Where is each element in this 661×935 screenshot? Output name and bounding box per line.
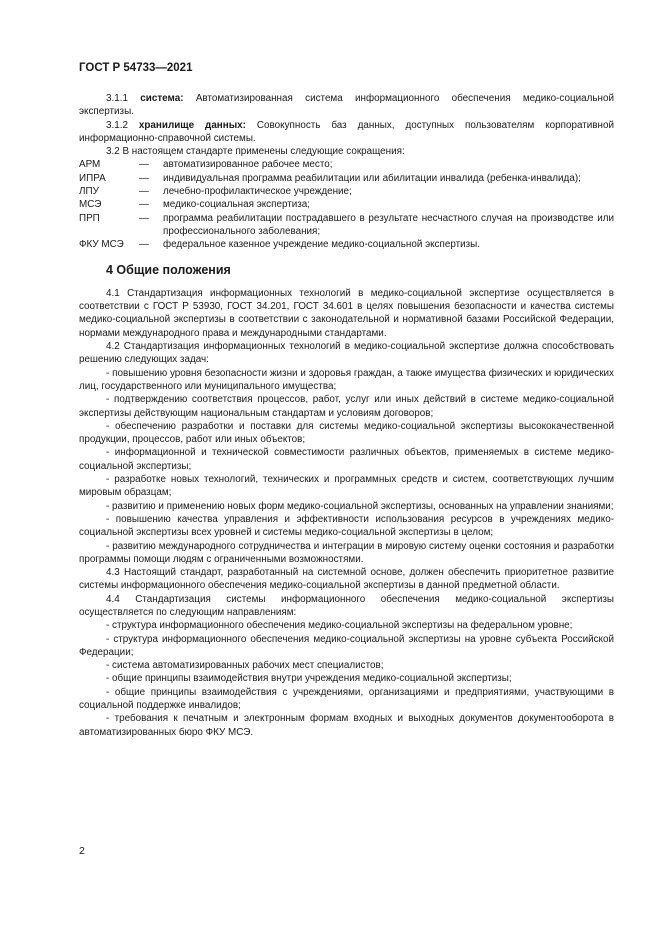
paragraph-4-1: 4.1 Стандартизация информационных технологий в медико-социальной экспертизе осуществляется в соответствии с ГОСТ Р 53930, ГОСТ 34.201, ГОСТ 34.601 в целях повышения безопасности и качества системы медико-социальной экспертизы в соответствии с законодательной и нормативной базами Российской Федерации, нормами международного права и международными стандартами. [79, 287, 614, 339]
term: система: [140, 93, 184, 104]
abbreviation-meaning: медико-социальная экспертиза; [163, 199, 311, 211]
list-item: - общие принципы взаимодействия с учреждениями, организациями и предприятиями, участвующими в социальной поддержке инвалидов; [79, 686, 614, 712]
abbreviation-meaning: индивидуальная программа реабилитации или абилитации инвалида (ребенка-инвалида); [163, 172, 581, 184]
document-header: ГОСТ Р 54733—2021 [79, 62, 193, 74]
abbreviation: ПРП [79, 212, 100, 224]
list-item: - разработке новых технологий, технических и программных средств и систем, соответствующих лучшим мировым образцам; [79, 474, 614, 499]
paragraph-4-2: 4.2 Стандартизация информационных технологий в медико-социальной экспертизе должна способствовать решению следующих задач: [79, 341, 614, 366]
dash: — [139, 159, 149, 171]
list-item: - информационной и технической совместимости различных объектов, применяемых в системе медико-социальной экспертизы; [79, 447, 614, 472]
list-item: - требования к печатным и электронным формам входных и выходных документов документооборота в автоматизированных бюро ФКУ МСЭ. [79, 713, 614, 738]
definition-text: Совокупность баз данных, доступных пользователям корпоративной информационно-справочной системы. [79, 119, 615, 144]
definition-text: Автоматизированная система информационного обеспечения медико-социальной экспертизы. [79, 93, 614, 118]
list-item: - подтверждению соответствия процессов, работ, услуг или иных действий в системе медико-социальной экспертизы действующим национальным стандартам и условиям договоров; [79, 394, 614, 419]
section-title: 4 Общие положения [106, 262, 231, 277]
abbreviation-row [79, 212, 614, 239]
list-item: - повышению уровня безопасности жизни и здоровья граждан, а также имущества физических и юридических лиц, государственного или муниципального имущества; [79, 367, 614, 392]
abbreviation-row [79, 238, 614, 251]
list-item: - обеспечению разработки и поставки для системы медико-социальной экспертизы высококачественной продукции, процессов, работ или иных объектов; [79, 420, 614, 446]
abbreviation: МСЭ [79, 199, 102, 211]
abbreviation-meaning: федеральное казенное учреждение медико-социальной экспертизы. [163, 239, 481, 251]
paragraph-4-4: 4.4 Стандартизация системы информационного обеспечения медико-социальной экспертизы осуществляется по следующим направлениям: [79, 593, 614, 618]
dash: — [139, 172, 149, 184]
dash: — [139, 212, 149, 224]
list-item: - общие принципы взаимодействия внутри учреждения медико-социальной экспертизы; [106, 673, 512, 685]
abbreviation-meaning: лечебно-профилактическое учреждение; [163, 186, 352, 198]
list-item: - структура информационного обеспечения медико-социальной экспертизы на федеральном уровне; [106, 620, 573, 632]
definition-3-1-2 [79, 119, 614, 146]
abbreviation-row [79, 198, 614, 211]
abbreviation: АРМ [79, 159, 101, 171]
clause-number: 3.1.1 [106, 93, 128, 104]
paragraph-4-3: 4.3 Настоящий стандарт, разработанный на системной основе, должен обеспечить приоритетное развитие системы информационного обеспечения медико-социальной экспертизы в данной предметной области. [79, 567, 614, 592]
abbreviation: ФКУ МСЭ [79, 239, 124, 251]
abbreviation: ЛПУ [79, 186, 99, 198]
abbreviation-meaning: автоматизированное рабочее место; [163, 159, 333, 171]
abbreviation: ИПРА [79, 172, 106, 184]
list-item: - развитию международного сотрудничества и интеграции в мировую систему оценки состояния и разработки программы помощи людям с ограниченными возможностями. [79, 540, 614, 565]
abbreviation-row [79, 172, 614, 185]
dash: — [139, 186, 149, 198]
list-item: - повышению качества управления и эффективности использования ресурсов в учреждениях медико-социальной экспертизы всех уровней и системы медико-социальной экспертизы в целом; [79, 513, 614, 539]
dash: — [139, 239, 149, 251]
list-item: - система автоматизированных рабочих мест специалистов; [106, 660, 384, 672]
definition-3-1-1 [79, 92, 614, 119]
page-content [79, 92, 614, 739]
list-item: - развитию и применению новых форм медико-социальной экспертизы, основанных на управлении знаниями; [106, 500, 614, 512]
dash: — [139, 199, 149, 211]
term: хранилище данных: [138, 119, 246, 131]
abbreviation-row [79, 185, 614, 198]
page-number: 2 [79, 845, 85, 857]
list-item: - структура информационного обеспечения медико-социальной экспертизы на уровне субъекта Российской Федерации; [79, 633, 614, 658]
abbreviations-intro: 3.2 В настоящем стандарте применены следующие сокращения: [106, 146, 405, 158]
abbreviation-meaning: программа реабилитации пострадавшего в результате несчастного случая на производстве или профессионального заболевания; [163, 212, 614, 237]
abbreviation-row [79, 158, 614, 171]
clause-number: 3.1.2 [106, 119, 128, 131]
